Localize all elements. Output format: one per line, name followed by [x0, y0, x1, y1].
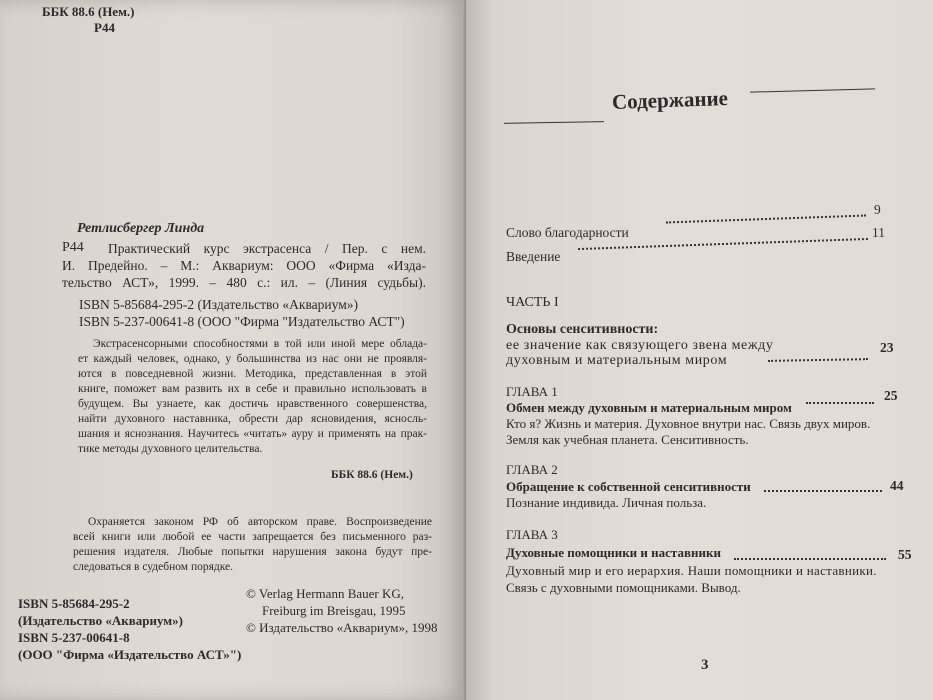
toc-leader — [806, 402, 874, 404]
annotation-line: ются в повседневной жизни. Методика, представленная в этой — [78, 368, 427, 380]
isbn-line: ISBN 5-85684-295-2 — [18, 596, 130, 611]
toc-page-number: 25 — [884, 388, 898, 403]
bbk-code: ББК 88.6 (Нем.) — [331, 469, 413, 481]
notice-line: следоваться в судебном порядке. — [73, 561, 234, 573]
notice-line: решения издателя. Любые попытки нарушения закона будут пре- — [73, 546, 432, 558]
copyright-line: Freiburg im Breisgau, 1995 — [262, 603, 406, 618]
part-title-line: Основы сенситивности: — [506, 322, 659, 337]
annotation-line: тике методы духовного целительства. — [78, 443, 263, 455]
chapter-title: Обращение к собственной сенситивности — [506, 479, 751, 494]
chapter-label: ГЛАВА 1 — [506, 384, 558, 399]
isbn-line: ISBN 5-237-00641-8 (ООО "Фирма "Издательство АСТ") — [79, 314, 405, 329]
toc-page-number: 11 — [872, 225, 885, 240]
toc-page-number: 9 — [874, 202, 881, 217]
toc-page-number: 44 — [890, 478, 904, 493]
index-code: Р44 — [62, 240, 84, 255]
biblio-line: тельство АСТ», 1999. – 480 с.: ил. – (Линия судьбы). — [62, 275, 426, 290]
right-page — [466, 0, 933, 700]
bbk-code-top: ББК 88.6 (Нем.) — [42, 4, 135, 19]
toc-leader — [666, 215, 866, 224]
notice-line: всей книги или любой ее части запрещается без письменного раз- — [73, 531, 432, 543]
isbn-line: (ООО "Фирма «Издательство АСТ»") — [18, 647, 242, 662]
isbn-line: ISBN 5-85684-295-2 (Издательство «Аквариум») — [79, 297, 359, 312]
annotation-line: найти духовного наставника, обрести дар ясновидения, ясносль- — [78, 413, 427, 425]
chapter-description-line: Познание индивида. Личная польза. — [506, 495, 707, 510]
part-label: ЧАСТЬ I — [506, 295, 559, 310]
chapter-description-line: Кто я? Жизнь и материя. Духовное внутри нас. Связь двух миров. — [506, 416, 871, 431]
annotation-line: будущем. Вы узнаете, как достичь нравственного совершенства, — [78, 398, 427, 410]
chapter-title: Духовные помощники и наставники — [506, 545, 721, 560]
chapter-title: Обмен между духовным и материальным миром — [506, 400, 792, 415]
toc-page-number: 23 — [880, 340, 894, 355]
author-name: Ретлисбергер Линда — [77, 221, 205, 236]
chapter-label: ГЛАВА 2 — [506, 462, 558, 477]
biblio-line: Практический курс экстрасенса / Пер. с нем. — [108, 241, 426, 256]
toc-leader — [768, 358, 868, 362]
toc-leader — [734, 558, 886, 560]
toc-leader — [764, 490, 882, 492]
chapter-label: ГЛАВА 3 — [506, 527, 558, 542]
part-title-line: духовным и материальным миром — [506, 353, 728, 368]
page-number: 3 — [701, 657, 709, 673]
annotation-line: ет каждый человек, однако, у большинства из нас они не проявля- — [78, 353, 427, 365]
heading-rule-right — [750, 88, 875, 92]
chapter-description-line: Земля как учебная планета. Сенситивность. — [506, 432, 749, 447]
copyright-line: © Verlag Hermann Bauer KG, — [246, 586, 405, 601]
notice-line: Охраняется законом РФ об авторском праве. Воспроизведение — [88, 516, 432, 528]
toc-acknowledgements: Слово благодарности — [506, 225, 629, 240]
heading-rule-left — [504, 121, 604, 124]
copyright-line: © Издательство «Аквариум», 1998 — [246, 620, 438, 635]
part-title-line: ее значение как связующего звена между — [506, 338, 774, 353]
left-page — [0, 0, 466, 700]
annotation-line: книге, поможет вам развить их в себе и правильно использовать в — [78, 383, 427, 395]
index-code-top: Р44 — [94, 20, 115, 35]
toc-introduction: Введение — [506, 249, 561, 264]
annotation-line: Экстрасенсорными способностями в той или иной мере облада- — [93, 338, 427, 350]
isbn-line: (Издательство «Аквариум») — [18, 613, 183, 628]
isbn-line: ISBN 5-237-00641-8 — [18, 630, 130, 645]
annotation-line: шания и яснознания. Научитесь «читать» ауру и применять на прак- — [78, 428, 427, 440]
chapter-description-line: Связь с духовными помощниками. Вывод. — [506, 580, 741, 595]
biblio-line: И. Предейно. – М.: Аквариум: ООО «Фирма «Изда- — [62, 258, 426, 273]
toc-heading: Содержание — [611, 85, 729, 115]
toc-page-number: 55 — [898, 547, 912, 562]
chapter-description-line: Духовный мир и его иерархия. Наши помощники и наставники. — [506, 563, 877, 578]
